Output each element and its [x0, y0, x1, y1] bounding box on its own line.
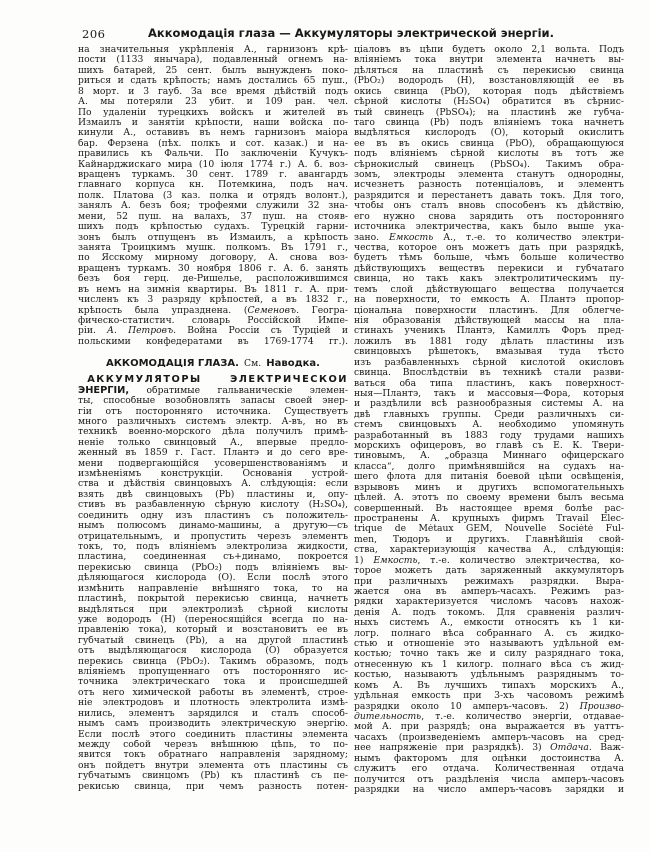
entry-paragraph-accumulators: [78, 375, 348, 792]
text-line: пости (1133 янычара), подавленный огнемъ на-: [78, 55, 348, 66]
text-line: дѣйствующихъ веществъ перекиси и губчатаго: [354, 263, 624, 274]
text-line: неніе только свинцовый А., впервые предло-: [78, 437, 348, 448]
entry-heading-accommodation: [78, 355, 348, 367]
text-line: вращенъ туркамъ. 30 ноября 1806 г. А. б. занять: [78, 263, 348, 274]
text-line: ты, способные возобновлять запасы своей энер-: [78, 396, 348, 407]
text-line: получится отъ раздѣленія числа амперъ-часовъ: [354, 774, 624, 785]
text-line: риться и сдать крѣпость; намъ достались 65 пуш.,: [78, 76, 348, 87]
text-line: пространены А. крупныхъ фирмъ Travail Elec-: [354, 513, 624, 524]
text-line: тиновымъ, А. „образца Миннаго офицерскаго: [354, 451, 624, 462]
text-line: перекись свинца (PbO₂). Такимъ образомъ, подъ: [78, 656, 348, 667]
text-line: чтобы онъ сталъ вновь способенъ къ дѣйствію,: [354, 201, 624, 212]
text-line: польскими конфедератами въ 1769-1774 гг.).: [78, 336, 348, 347]
text-line: тый свинецъ (PbSO₄); на пластинѣ же губча-: [354, 107, 624, 118]
text-line: ныхъ системъ А., емкости относятъ къ 1 ки-: [354, 618, 624, 629]
running-head-title: Аккомодація глаза — Аккумуляторы электрической энергіи.: [148, 26, 554, 40]
text-line: 8 морт. и 3 гауб. За все время дѣйствій подъ: [78, 86, 348, 97]
text-line: men, Тюдоръ и другихъ. Главнѣйшія свой-: [354, 534, 624, 545]
text-line: бар. Ферзена (пѣх. полкъ и сот. казак.) и на-: [78, 138, 348, 149]
text-line: Если послѣ этого соединить пластины элемента: [78, 729, 348, 740]
text-line: свинца, но такъ какъ электролитическимъ пу-: [354, 274, 624, 285]
text-line: отнесенную къ 1 килогр. полнаго вѣса съ жид-: [354, 659, 624, 670]
text-line: безъ боя герц. де-Ришелье, расположившимся: [78, 274, 348, 285]
text-line: нымъ самъ производить электрическую энергію.: [78, 719, 348, 730]
text-line: занялъ А. безъ боя; трофеями служили 32 зна-: [78, 201, 348, 212]
text-line: цѣлей. А. этотъ по своему времени былъ весьма: [354, 493, 624, 504]
text-line: нія образованія дѣйствующей массы на пла-: [354, 315, 624, 326]
text-line: денія А. подъ токомъ. Для сравненія различ-: [354, 607, 624, 618]
text-line: исчезнетъ разность потенціаловъ, и элементъ: [354, 180, 624, 191]
text-line: ціаловъ въ цѣпи будетъ около 2,1 вольта. Подъ: [354, 45, 624, 55]
text-line: мой А. при разрядѣ; она выражается въ уаттъ-: [354, 722, 624, 733]
text-line: trique de Métaux GEM, Nouvelle Société Ful-: [354, 524, 624, 535]
page-number: 206: [82, 27, 106, 41]
right-column-text: [354, 45, 624, 795]
text-line: измѣненіямъ конструкціи. Основанія устрой-: [78, 469, 348, 480]
text-line: и раздѣлили всѣ разнообразныя системы А. на: [354, 399, 624, 410]
text-line: губчатымъ свинцомъ (Pb) къ пластинѣ съ пе-: [78, 771, 348, 782]
text-line: совершенный. Въ настоящее время болѣе рас-: [354, 503, 624, 514]
text-line: костью, называютъ удѣльнымъ разряднымъ то-: [354, 670, 624, 681]
see-label: См.: [244, 358, 262, 368]
text-line: служитъ его отдача. Количественная отдача: [354, 764, 624, 775]
text-line: изъ разбавленныхъ сѣрной кислотой окисловъ: [354, 357, 624, 368]
text-line: пластинѣ, покрытой перекисью свинца, начнетъ: [78, 594, 348, 605]
text-line: разрядится и перестанетъ давать токъ. Для того,: [354, 190, 624, 201]
text-line: стивъ въ разбавленную сѣрную кислоту (H₂SO₄),: [78, 500, 348, 511]
text-line: выдѣляться при электролизѣ сѣрной кислоты: [78, 604, 348, 615]
text-line: 1) Емкость, т.-е. количество электричества, ко-: [354, 555, 624, 566]
text-line: кинули А., оставивъ въ немъ гарнизонъ маіора: [78, 128, 348, 139]
text-line: логр. полнаго вѣса собраннаго А. съ жидко-: [354, 628, 624, 639]
text-line: отъ него химической работы въ элементѣ, строе-: [78, 687, 348, 698]
text-line: чества, которое онъ можетъ дать при разрядкѣ,: [354, 243, 624, 254]
text-line: ее въ въ окись свинца (PbO), обращающуюся: [354, 138, 624, 149]
text-line: костью; точно такъ же и силу разряднаго тока,: [354, 649, 624, 660]
running-head: [78, 25, 624, 41]
text-line: женный въ 1859 г. Гаст. Плантэ и до сего вре-: [78, 448, 348, 459]
text-line: мени, 52 пуш. на валахъ, 37 пуш. на стояв-: [78, 211, 348, 222]
text-line: фическо-статистич. словарь Россійской Импе-: [78, 315, 348, 326]
text-line: шихъ подъ крѣпостью судахъ. Турецкій гарни-: [78, 222, 348, 233]
text-line: при различныхъ режимахъ разрядки. Выра-: [354, 576, 624, 587]
text-line: соединить одну изъ пластинъ съ положитель-: [78, 510, 348, 521]
text-line: полк. Платова (3 каз. полка и отрядъ волонт.),: [78, 190, 348, 201]
text-line: нились, элементъ зарядился и сталъ способ-: [78, 708, 348, 719]
text-line: на значительныя укрѣпленія А., гарнизонъ крѣ-: [78, 45, 348, 55]
text-line: по Ясскому мирному договору, А. снова воз-: [78, 253, 348, 264]
text-line: на поверхности, то емкость А. Плантэ пропор-: [354, 295, 624, 306]
text-line: выдѣляться кислородъ (О), который окислитъ: [354, 128, 624, 139]
text-line: пластина, соединенная съ+динамо, покроется: [78, 552, 348, 563]
text-line: морскихъ офицеровъ, во главѣ съ Е. К. Твери-: [354, 441, 624, 452]
text-line: нымъ факторомъ для оцѣнки достоинства А.: [354, 753, 624, 764]
text-line: зано. Емкость А., т.-е. то количество электри-: [354, 232, 624, 243]
text-line: ложилъ въ 1881 году дѣлать пластины изъ: [354, 336, 624, 347]
text-line: отрицательнымъ, и пропустить черезъ элементъ: [78, 531, 348, 542]
text-line: явится токъ обратнаго направленія зарядному;: [78, 750, 348, 761]
text-line: дѣляющагося кислорода (О). Если послѣ этого: [78, 573, 348, 584]
text-line: перекисью свинца (PbO₂) подъ вліяніемъ вы-: [78, 562, 348, 573]
text-line: удѣльная емкость при 3-хъ часовомъ режимѣ: [354, 691, 624, 702]
text-line: (PbO₂) водородъ (Н), возстановляющій ее въ: [354, 76, 624, 87]
text-line: темъ слой дѣйствующаго вещества получается: [354, 284, 624, 295]
left-column: [78, 45, 348, 795]
text-line: окись свинца (PbO), которая подъ дѣйствіемъ: [354, 86, 624, 97]
text-line: рекисью свинца, при чемъ разность потен-: [78, 781, 348, 792]
text-line: измѣнить направленіе внѣшняго тока, то на: [78, 583, 348, 594]
text-line: взять двѣ свинцовыхъ (Pb) пластины и, опу-: [78, 489, 348, 500]
text-line: губчатый свинецъ (Pb), а на другой пластинѣ: [78, 635, 348, 646]
text-line: много различныхъ системъ электр. А-въ, но въ: [78, 416, 348, 427]
text-line: двѣ главныхъ группы. Среди различныхъ си-: [354, 409, 624, 420]
text-line: вліяніемъ пропущеннаго отъ посторонняго ис-: [78, 667, 348, 678]
text-line: таго свинца (Pb) подъ вліяніемъ тока начнетъ: [354, 117, 624, 128]
text-line: точника электрическаго тока и происшедшей: [78, 677, 348, 688]
text-line: ЭНЕРГІИ, обратимые гальваническіе элемен-: [78, 385, 348, 396]
text-line: дѣляться на пластинѣ съ перекисью свинца: [354, 65, 624, 76]
text-line: въ немъ на зимнія квартиры. Въ 1811 г. А. при-: [78, 284, 348, 295]
text-line: крѣпость была упразднена. (Семеновъ. Геогра-: [78, 305, 348, 316]
entry-reference: Наводка.: [266, 358, 320, 368]
text-line: численъ къ 3 разряду крѣпостей, а въ 1832 г.,: [78, 295, 348, 306]
entry-term: АККОМОДАЦІЯ ГЛАЗА.: [106, 358, 239, 368]
text-line: подъ вліяніемъ сѣрной кислоты въ тотъ же: [354, 149, 624, 160]
text-line: сѣрнокислый свинецъ (PbSO₄). Такимъ обра-: [354, 159, 624, 170]
text-line: будетъ тѣмъ больше, чѣмъ больше количество: [354, 253, 624, 264]
text-line: стинахъ ученикъ Плантэ, Камиллъ Форъ пред-: [354, 326, 624, 337]
right-column: [354, 45, 624, 795]
text-line: Измаилъ и занятіи крѣпости, наши войска по-: [78, 117, 348, 128]
text-line: взрывовъ минъ и другихъ вспомогательныхъ: [354, 482, 624, 493]
text-line: занята Троицкимъ мушк. полкомъ. Въ 1791 г.,: [78, 243, 348, 254]
text-line: ріи. А. Петровъ. Война Россіи съ Турціей и: [78, 326, 348, 337]
text-line: мени подвергающійся усовершенствованіямъ и: [78, 458, 348, 469]
text-line: разработанный въ 1883 году трудами нашихъ: [354, 430, 624, 441]
text-line: Кайнарджискаго мира (10 іюля 1774 г.) А. б. воз-: [78, 159, 348, 170]
text-line: свинца. Впослѣдствіи въ техникѣ стали разви-: [354, 368, 624, 379]
text-line: вліяніемъ тока внутри элемента начнетъ вы-: [354, 55, 624, 66]
text-line: отъ выдѣляющагося кислорода (О) образуется: [78, 646, 348, 657]
text-line: часахъ (произведеніемъ амперъ-часовъ на сред-: [354, 732, 624, 743]
text-line: ціональна поверхности пластинъ. Для облегче-: [354, 305, 624, 316]
text-line: сѣрной кислоты (H₂SO₄) обратится въ сѣрнис-: [354, 97, 624, 108]
text-line: разрядки на число амперъ-часовъ зарядки и: [354, 784, 624, 795]
text-line: нымъ полюсомъ динамо-машины, а другую—съ: [78, 521, 348, 532]
text-line: жается она въ амперъ-часахъ. Режимъ раз-: [354, 586, 624, 597]
text-line: шего флота для питанія боевой цѣпи освѣщенія,: [354, 472, 624, 483]
text-line: АККУМУЛЯТОРЫ ЭЛЕКТРИЧЕСКОЙ: [87, 375, 348, 386]
text-line: зонъ былъ отпущенъ въ Измаилъ, а крѣпость: [78, 232, 348, 243]
text-line: дительность, т.-е. количество энергіи, отдавае-: [354, 712, 624, 722]
text-columns: [78, 45, 624, 795]
text-line: онъ пойдетъ внутри элемента отъ пластины съ: [78, 760, 348, 771]
text-line: А. мы потеряли 23 убит. и 109 ран. чел.: [78, 97, 348, 108]
text-line: токъ, то, подъ вліяніемъ электролиза жидкости,: [78, 541, 348, 552]
text-line: нее напряженіе при разрядкѣ). 3) Отдача. Важ-: [354, 743, 624, 754]
text-line: шихъ батарей, 25 сент. былъ вынужденъ поко-: [78, 65, 348, 76]
text-line: ства и дѣйствія свинцовыхъ А. слѣдующія: если: [78, 479, 348, 490]
text-line: источника электричества, какъ было выше ука-: [354, 222, 624, 233]
text-line: зомъ, электроды элемента станутъ однородны,: [354, 170, 624, 181]
text-line: техникѣ военно-морского дѣла получилъ примѣ-: [78, 427, 348, 438]
text-line: правленію тока), который и возстановитъ ее въ: [78, 625, 348, 636]
text-line: вращенъ туркамъ. 30 сент. 1789 г. авангардъ: [78, 170, 348, 181]
text-line: гіи отъ посторонняго источника. Существуетъ: [78, 406, 348, 417]
text-line: уже водородъ (Н) (переносящійся всегда по на-: [78, 614, 348, 625]
text-line: главнаго корпуса кн. Потемкина, подъ нач.: [78, 180, 348, 191]
text-line: разрядки около 10 амперъ-часовъ. 2) Произво-: [354, 701, 624, 712]
text-line: рядки характеризуется числомъ часовъ нахож-: [354, 597, 624, 608]
text-line: правились къ Фальчи. По заключеніи Кучукъ-: [78, 149, 348, 160]
text-line: стемъ свинцовыхъ А. необходимо упомянуть: [354, 420, 624, 431]
text-line: ваться оба типа пластинъ, какъ поверхност-: [354, 378, 624, 389]
text-line: свинцовыхъ рѣшетокъ, вмазывая туда тѣсто: [354, 347, 624, 358]
text-line: ніе электродовъ и плотность электролита измѣ-: [78, 698, 348, 709]
text-line: стью и отношеніе это называютъ удѣльной ем-: [354, 639, 624, 650]
text-line: его нужно снова зарядить отъ посторонняго: [354, 211, 624, 222]
text-line: ныя—Плантэ, такъ и массовыя—Фора, которыя: [354, 388, 624, 399]
text-line: торое можетъ дать заряженный аккумуляторъ: [354, 566, 624, 577]
text-line: комъ А. Въ лучшихъ типахъ морскихъ А.,: [354, 680, 624, 691]
text-line: между собой черезъ внѣшнюю цѣпь, то по-: [78, 740, 348, 750]
text-line: По удаленіи турецкихъ войскъ и жителей въ: [78, 107, 348, 118]
continuation-paragraph: [78, 45, 348, 347]
text-line: ства, характеризующія качества А., слѣдующія:: [354, 545, 624, 556]
text-line: класса“, долго примѣнявшійся на судахъ на-: [354, 461, 624, 472]
